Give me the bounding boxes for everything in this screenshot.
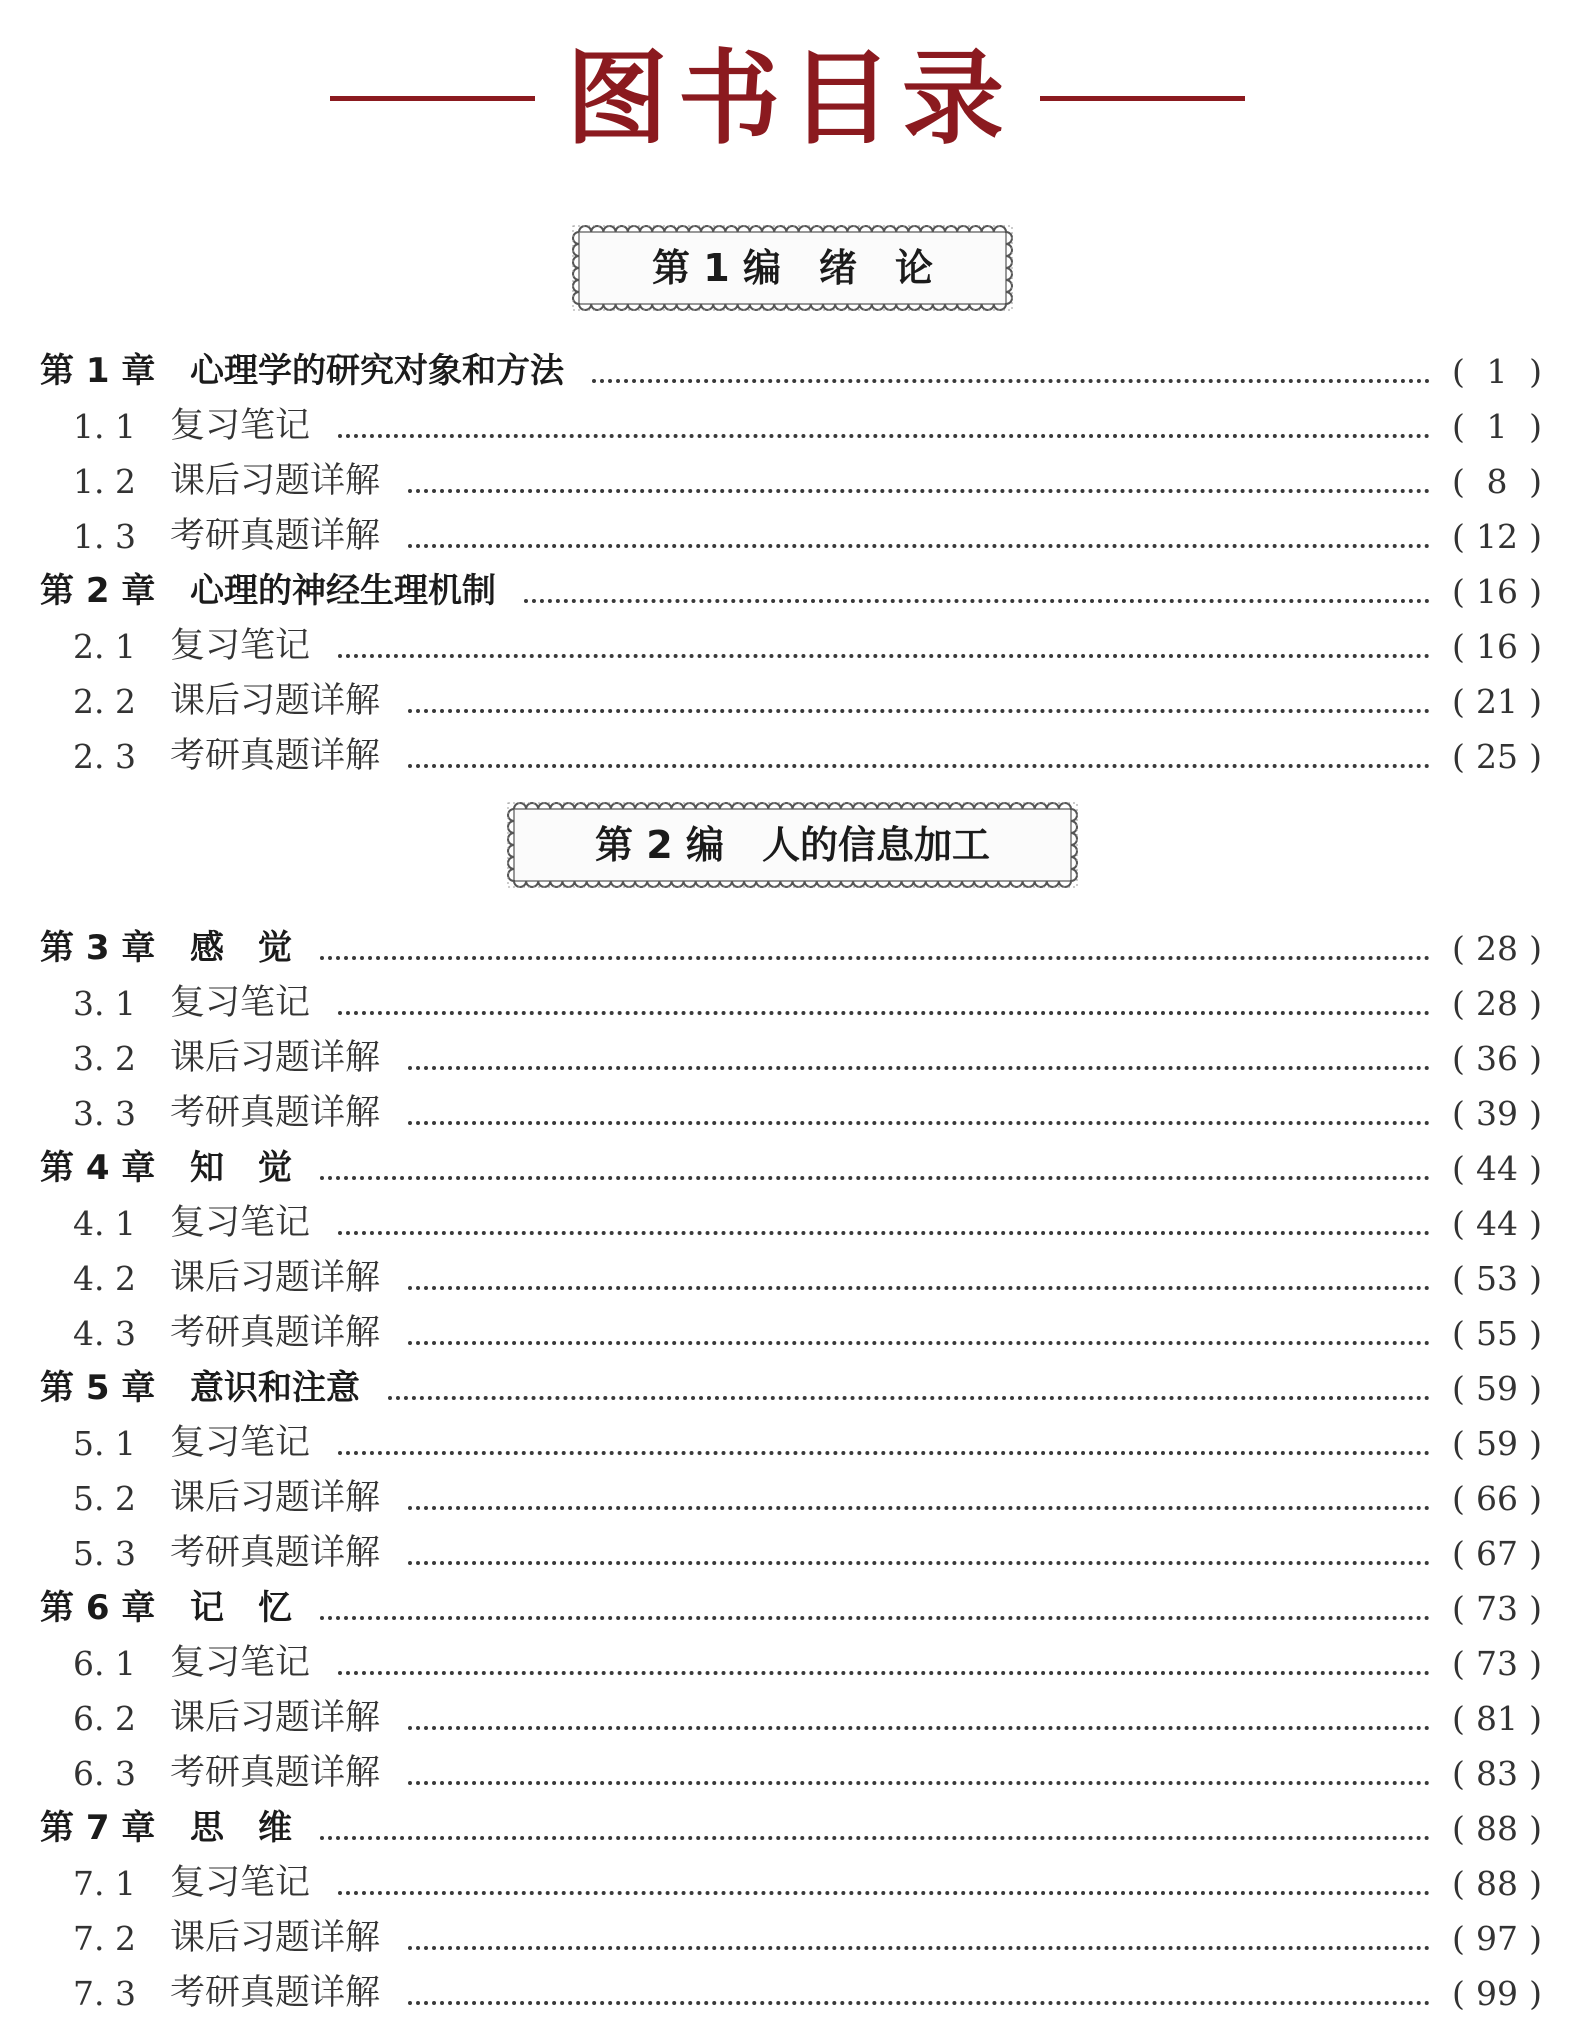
toc-section-row[interactable]: [0, 976, 1581, 1031]
page-value: 67: [1476, 1534, 1518, 1573]
page-number: [1452, 1471, 1542, 1526]
section-title: 考研真题详解: [170, 516, 381, 556]
page-number: [1452, 1801, 1542, 1856]
page-value: 39: [1476, 1094, 1518, 1133]
right-paren: ): [1529, 1039, 1542, 1078]
left-paren: (: [1452, 1919, 1465, 1958]
toc-chapter-row[interactable]: [0, 1361, 1581, 1416]
section-title: 课后习题详解: [170, 461, 381, 501]
toc-section-row[interactable]: [0, 729, 1581, 784]
right-paren: ): [1529, 1094, 1542, 1133]
right-paren: ): [1529, 1644, 1542, 1683]
dot-leader: [320, 1616, 1430, 1620]
right-paren: ): [1529, 517, 1542, 556]
page-number: [1452, 1031, 1542, 1086]
left-paren: (: [1452, 1039, 1465, 1078]
page-value: 88: [1476, 1809, 1518, 1848]
left-paren: (: [1452, 1259, 1465, 1298]
page-value: 81: [1476, 1699, 1518, 1738]
page-value: 16: [1476, 627, 1518, 666]
dot-leader: [320, 1836, 1430, 1840]
page-number: [1452, 921, 1542, 976]
page-value: 55: [1476, 1314, 1518, 1353]
page-value: 16: [1476, 572, 1518, 611]
chapter-title: 感 觉: [190, 928, 292, 968]
left-paren: (: [1452, 1094, 1465, 1133]
page-number: [1452, 399, 1542, 454]
dot-leader: [338, 1011, 1430, 1015]
left-paren: (: [1452, 929, 1465, 968]
page-value: 36: [1476, 1039, 1518, 1078]
right-paren: ): [1529, 1809, 1542, 1848]
page-number: [1452, 619, 1542, 674]
right-paren: ): [1529, 737, 1542, 776]
dot-leader: [320, 1176, 1430, 1180]
page-number: [1452, 564, 1542, 619]
right-paren: ): [1529, 1699, 1542, 1738]
page-number: [1452, 1526, 1542, 1581]
toc-chapter-row[interactable]: [0, 344, 1581, 399]
toc-section-row[interactable]: [0, 399, 1581, 454]
left-paren: (: [1452, 1754, 1465, 1793]
section-number: 7. 3: [73, 1974, 136, 2013]
toc-chapter-row[interactable]: [0, 564, 1581, 619]
dot-leader: [338, 1451, 1430, 1455]
page-value: 88: [1476, 1864, 1518, 1903]
right-paren: ): [1529, 1369, 1542, 1408]
toc-section-row[interactable]: [0, 1471, 1581, 1526]
left-paren: (: [1452, 352, 1465, 391]
chapter-title: 意识和注意: [190, 1368, 360, 1408]
chapter-number: 第 3 章: [40, 928, 156, 968]
section-number: 6. 2: [73, 1699, 136, 1738]
page-value: 53: [1476, 1259, 1518, 1298]
section-number: 5. 3: [73, 1534, 136, 1573]
page-value: 28: [1476, 929, 1518, 968]
left-paren: (: [1452, 1864, 1465, 1903]
toc-section-row[interactable]: [0, 1911, 1581, 1966]
right-paren: ): [1529, 1864, 1542, 1903]
right-paren: ): [1529, 1754, 1542, 1793]
page-number: [1452, 976, 1542, 1031]
right-paren: ): [1529, 407, 1542, 446]
chapter-number: 第 2 章: [40, 571, 156, 611]
dot-leader: [408, 1341, 1430, 1345]
section-number: 5. 1: [73, 1424, 136, 1463]
dot-leader: [408, 1286, 1430, 1290]
left-paren: (: [1452, 517, 1465, 556]
page-number: [1452, 454, 1542, 509]
page-title: 图书目录: [566, 40, 1014, 159]
page-value: 1: [1486, 407, 1508, 446]
section-title: 课后习题详解: [170, 1478, 381, 1518]
section-number: 2. 2: [73, 682, 136, 721]
right-paren: ): [1529, 352, 1542, 391]
section-number: 3. 2: [73, 1039, 136, 1078]
part-title: 第 2 编 人的信息加工: [595, 823, 990, 867]
chapter-number: 第 5 章: [40, 1368, 156, 1408]
section-title: 课后习题详解: [170, 681, 381, 721]
left-paren: (: [1452, 1204, 1465, 1243]
page-number: [1452, 1966, 1542, 2021]
page-number: [1452, 674, 1542, 729]
toc-section-row[interactable]: [0, 1196, 1581, 1251]
page-number: [1452, 1911, 1542, 1966]
toc-section-row[interactable]: [0, 1691, 1581, 1746]
right-paren: ): [1529, 1919, 1542, 1958]
left-paren: (: [1452, 1699, 1465, 1738]
right-paren: ): [1529, 1479, 1542, 1518]
section-title: 复习笔记: [170, 1203, 311, 1243]
left-paren: (: [1452, 462, 1465, 501]
section-title: 复习笔记: [170, 1423, 311, 1463]
section-number: 2. 3: [73, 737, 136, 776]
dot-leader: [408, 1781, 1430, 1785]
left-paren: (: [1452, 737, 1465, 776]
section-title: 复习笔记: [170, 983, 311, 1023]
page-number: [1452, 1141, 1542, 1196]
section-number: 4. 2: [73, 1259, 136, 1298]
page-number: [1452, 1691, 1542, 1746]
section-title: 考研真题详解: [170, 1753, 381, 1793]
dot-leader: [408, 1946, 1430, 1950]
page-value: 99: [1476, 1974, 1518, 2013]
page-number: [1452, 1636, 1542, 1691]
left-paren: (: [1452, 1369, 1465, 1408]
page-number: [1452, 1086, 1542, 1141]
toc-section-row[interactable]: [0, 1086, 1581, 1141]
left-paren: (: [1452, 1534, 1465, 1573]
left-paren: (: [1452, 1644, 1465, 1683]
toc-chapter-row[interactable]: [0, 1801, 1581, 1856]
page-number: [1452, 1196, 1542, 1251]
section-number: 1. 1: [73, 407, 136, 446]
dot-leader: [338, 1231, 1430, 1235]
section-title: 复习笔记: [170, 406, 311, 446]
right-paren: ): [1529, 572, 1542, 611]
right-paren: ): [1529, 1974, 1542, 2013]
toc-section-row[interactable]: [0, 454, 1581, 509]
toc-section-row[interactable]: [0, 1031, 1581, 1086]
toc-header: [0, 40, 1581, 160]
left-paren: (: [1452, 1149, 1465, 1188]
left-paren: (: [1452, 1589, 1465, 1628]
section-number: 6. 1: [73, 1644, 136, 1683]
right-paren: ): [1529, 1314, 1542, 1353]
page-number: [1452, 1746, 1542, 1801]
section-number: 3. 1: [73, 984, 136, 1023]
toc-section-row[interactable]: [0, 674, 1581, 729]
section-title: 课后习题详解: [170, 1038, 381, 1078]
chapter-number: 第 6 章: [40, 1588, 156, 1628]
page-number: [1452, 1856, 1542, 1911]
page-number: [1452, 509, 1542, 564]
page-value: 83: [1476, 1754, 1518, 1793]
dot-leader: [408, 489, 1430, 493]
header-rule-right: [1040, 96, 1245, 101]
dot-leader: [408, 1561, 1430, 1565]
section-number: 1. 3: [73, 517, 136, 556]
dot-leader: [338, 434, 1430, 438]
dot-leader: [408, 764, 1430, 768]
section-number: 4. 1: [73, 1204, 136, 1243]
page-value: 8: [1486, 462, 1508, 501]
page-value: 59: [1476, 1369, 1518, 1408]
right-paren: ): [1529, 1589, 1542, 1628]
left-paren: (: [1452, 682, 1465, 721]
page-value: 28: [1476, 984, 1518, 1023]
toc-chapter-row[interactable]: [0, 1141, 1581, 1196]
section-number: 5. 2: [73, 1479, 136, 1518]
chapter-title: 思 维: [190, 1808, 292, 1848]
section-title: 考研真题详解: [170, 1533, 381, 1573]
dot-leader: [524, 599, 1430, 603]
left-paren: (: [1452, 407, 1465, 446]
left-paren: (: [1452, 1314, 1465, 1353]
page-value: 1: [1486, 352, 1508, 391]
chapter-title: 知 觉: [190, 1148, 292, 1188]
dot-leader: [338, 1891, 1430, 1895]
section-title: 复习笔记: [170, 626, 311, 666]
page-value: 59: [1476, 1424, 1518, 1463]
right-paren: ): [1529, 627, 1542, 666]
dot-leader: [388, 1396, 1430, 1400]
right-paren: ): [1529, 1424, 1542, 1463]
dot-leader: [338, 1671, 1430, 1675]
section-number: 7. 2: [73, 1919, 136, 1958]
toc-section-row[interactable]: [0, 1251, 1581, 1306]
dot-leader: [592, 379, 1430, 383]
left-paren: (: [1452, 1479, 1465, 1518]
toc-chapter-row[interactable]: [0, 921, 1581, 976]
section-number: 3. 3: [73, 1094, 136, 1133]
page-value: 25: [1476, 737, 1518, 776]
page-number: [1452, 729, 1542, 784]
section-title: 复习笔记: [170, 1643, 311, 1683]
toc-section-row[interactable]: [0, 1746, 1581, 1801]
header-rule-left: [330, 96, 535, 101]
section-title: 复习笔记: [170, 1863, 311, 1903]
page-number: [1452, 1306, 1542, 1361]
page-number: [1452, 1581, 1542, 1636]
dot-leader: [408, 1726, 1430, 1730]
chapter-title: 记 忆: [190, 1588, 292, 1628]
part-banner: [570, 223, 1015, 313]
dot-leader: [408, 544, 1430, 548]
left-paren: (: [1452, 1424, 1465, 1463]
section-number: 1. 2: [73, 462, 136, 501]
section-number: 2. 1: [73, 627, 136, 666]
dot-leader: [338, 654, 1430, 658]
left-paren: (: [1452, 1974, 1465, 2013]
chapter-number: 第 7 章: [40, 1808, 156, 1848]
toc-section-row[interactable]: [0, 1966, 1581, 2021]
right-paren: ): [1529, 462, 1542, 501]
chapter-number: 第 4 章: [40, 1148, 156, 1188]
left-paren: (: [1452, 627, 1465, 666]
section-title: 考研真题详解: [170, 1973, 381, 2013]
section-number: 6. 3: [73, 1754, 136, 1793]
page-value: 66: [1476, 1479, 1518, 1518]
page-number: [1452, 1251, 1542, 1306]
right-paren: ): [1529, 1149, 1542, 1188]
chapter-title: 心理的神经生理机制: [190, 571, 496, 611]
toc-section-row[interactable]: [0, 1416, 1581, 1471]
section-title: 课后习题详解: [170, 1918, 381, 1958]
page-value: 44: [1476, 1204, 1518, 1243]
page-number: [1452, 344, 1542, 399]
dot-leader: [408, 2001, 1430, 2005]
section-title: 课后习题详解: [170, 1258, 381, 1298]
page-value: 21: [1476, 682, 1518, 721]
right-paren: ): [1529, 1534, 1542, 1573]
page-number: [1452, 1361, 1542, 1416]
right-paren: ): [1529, 1204, 1542, 1243]
page-number: [1452, 1416, 1542, 1471]
dot-leader: [408, 709, 1430, 713]
right-paren: ): [1529, 929, 1542, 968]
section-title: 考研真题详解: [170, 1093, 381, 1133]
toc-section-row[interactable]: [0, 1306, 1581, 1361]
page-value: 73: [1476, 1589, 1518, 1628]
dot-leader: [408, 1121, 1430, 1125]
dot-leader: [408, 1066, 1430, 1070]
toc-chapter-row[interactable]: [0, 1581, 1581, 1636]
section-number: 7. 1: [73, 1864, 136, 1903]
toc-section-row[interactable]: [0, 1526, 1581, 1581]
right-paren: ): [1529, 984, 1542, 1023]
section-title: 考研真题详解: [170, 736, 381, 776]
page-value: 73: [1476, 1644, 1518, 1683]
chapter-title: 心理学的研究对象和方法: [190, 351, 564, 391]
page-value: 97: [1476, 1919, 1518, 1958]
toc-section-row[interactable]: [0, 1636, 1581, 1691]
left-paren: (: [1452, 572, 1465, 611]
toc-section-row[interactable]: [0, 619, 1581, 674]
section-number: 4. 3: [73, 1314, 136, 1353]
section-title: 课后习题详解: [170, 1698, 381, 1738]
part-title: 第 1 编 绪 论: [652, 246, 933, 290]
dot-leader: [408, 1506, 1430, 1510]
dot-leader: [320, 956, 1430, 960]
part-banner: [505, 800, 1080, 890]
right-paren: ): [1529, 682, 1542, 721]
toc-section-row[interactable]: [0, 509, 1581, 564]
left-paren: (: [1452, 984, 1465, 1023]
toc-section-row[interactable]: [0, 1856, 1581, 1911]
page-value: 12: [1476, 517, 1518, 556]
right-paren: ): [1529, 1259, 1542, 1298]
page-value: 44: [1476, 1149, 1518, 1188]
chapter-number: 第 1 章: [40, 351, 156, 391]
section-title: 考研真题详解: [170, 1313, 381, 1353]
left-paren: (: [1452, 1809, 1465, 1848]
